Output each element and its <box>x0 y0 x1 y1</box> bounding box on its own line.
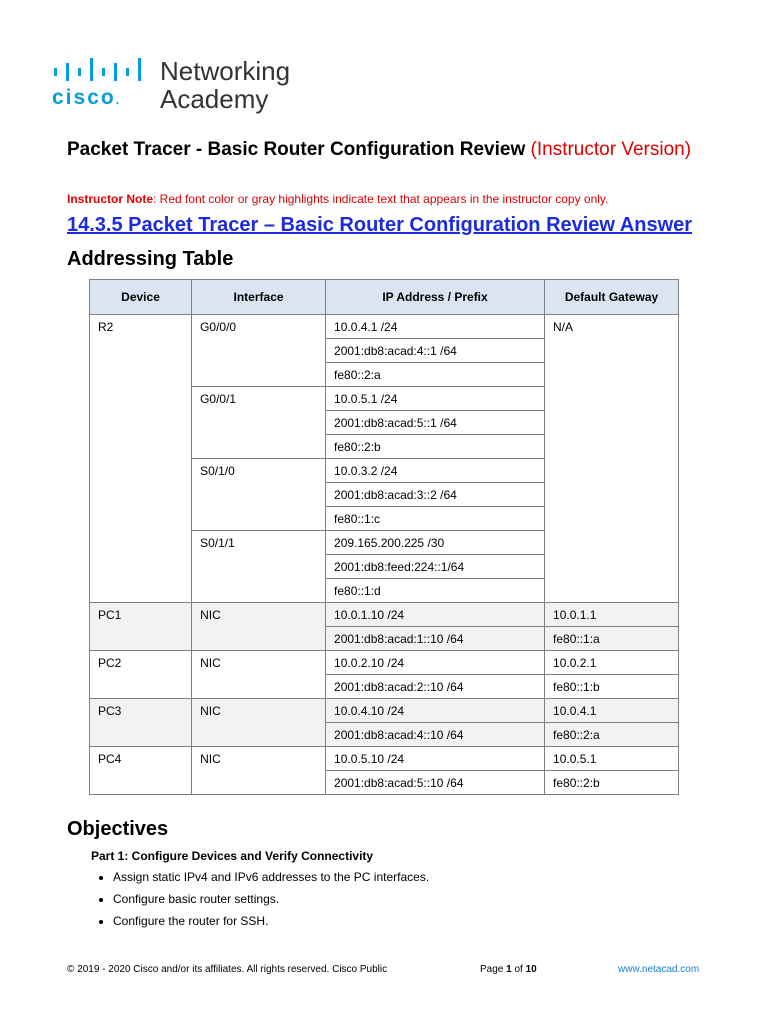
header-ip-address: IP Address / Prefix <box>326 280 545 315</box>
objectives-heading: Objectives <box>67 818 169 840</box>
cell-ip: 2001:db8:acad:5::10 /64 <box>326 771 545 795</box>
instructor-note <box>67 192 608 206</box>
footer-copyright: © 2019 - 2020 Cisco and/or its affiliates. All rights reserved. Cisco Public <box>67 964 388 975</box>
table-row <box>90 603 679 627</box>
cell-gateway: fe80::1:b <box>545 675 679 699</box>
document-title <box>67 138 707 162</box>
addressing-table-heading: Addressing Table <box>67 248 234 270</box>
objectives-part1: Part 1: Configure Devices and Verify Connectivity <box>91 849 374 863</box>
cell-gateway: 10.0.2.1 <box>545 651 679 675</box>
cisco-wordmark: cisco. <box>52 86 122 109</box>
cell-device: R2 <box>90 315 192 603</box>
logo-networking: Networking <box>160 56 291 86</box>
cisco-networking-academy-logo <box>52 58 312 118</box>
cell-gateway: fe80::2:a <box>545 723 679 747</box>
cell-ip: fe80::2:b <box>326 435 545 459</box>
cell-device: PC2 <box>90 651 192 699</box>
title-main: Packet Tracer - Basic Router Configuration Review <box>67 139 526 160</box>
cell-ip: 10.0.5.10 /24 <box>326 747 545 771</box>
instructor-note-text: : Red font color or gray highlights indicate text that appears in the instructor copy only. <box>153 192 609 206</box>
list-item: • Configure basic router settings. <box>113 888 673 910</box>
cell-gateway: 10.0.5.1 <box>545 747 679 771</box>
cell-interface: NIC <box>192 699 326 747</box>
cell-ip: 2001:db8:acad:2::10 /64 <box>326 675 545 699</box>
objectives-list <box>91 866 673 932</box>
cell-interface: NIC <box>192 747 326 795</box>
cell-interface: G0/0/0 <box>192 315 326 387</box>
table-row <box>90 747 679 771</box>
cell-interface: S0/1/1 <box>192 531 326 603</box>
cell-ip: fe80::1:c <box>326 507 545 531</box>
title-instructor-version: (Instructor Version) <box>530 139 692 160</box>
cell-device: PC1 <box>90 603 192 651</box>
cell-ip: 10.0.4.1 /24 <box>326 315 545 339</box>
cell-interface: NIC <box>192 603 326 651</box>
list-item: • Configure the router for SSH. <box>113 910 673 932</box>
list-item: • Assign static IPv4 and IPv6 addresses to the PC interfaces. <box>113 866 673 888</box>
footer-website-link[interactable]: www.netacad.com <box>618 964 700 975</box>
instructor-note-label: Instructor Note <box>67 192 154 206</box>
cell-gateway: fe80::2:b <box>545 771 679 795</box>
header-interface: Interface <box>192 280 326 315</box>
table-row <box>90 651 679 675</box>
header-default-gateway: Default Gateway <box>545 280 679 315</box>
answer-link[interactable]: 14.3.5 Packet Tracer – Basic Router Configuration Review Answer <box>67 214 693 236</box>
cell-ip: 2001:db8:acad:4::10 /64 <box>326 723 545 747</box>
cell-gateway: 10.0.4.1 <box>545 699 679 723</box>
cell-ip: 10.0.5.1 /24 <box>326 387 545 411</box>
cell-device: PC4 <box>90 747 192 795</box>
table-header-row <box>90 280 679 315</box>
cisco-bars-icon <box>52 58 156 82</box>
page-total: 10 <box>525 964 537 975</box>
cell-gateway: fe80::1:a <box>545 627 679 651</box>
cell-ip: 2001:db8:acad:4::1 /64 <box>326 339 545 363</box>
page-current: 1 <box>506 964 512 975</box>
cell-interface: G0/0/1 <box>192 387 326 459</box>
cell-ip: 209.165.200.225 /30 <box>326 531 545 555</box>
footer-page-number <box>480 964 537 975</box>
cell-ip: 2001:db8:feed:224::1/64 <box>326 555 545 579</box>
cell-ip: fe80::1:d <box>326 579 545 603</box>
cell-ip: 10.0.1.10 /24 <box>326 603 545 627</box>
cell-device: PC3 <box>90 699 192 747</box>
cell-ip: fe80::2:a <box>326 363 545 387</box>
table-row <box>90 315 679 339</box>
cell-ip: 10.0.2.10 /24 <box>326 651 545 675</box>
page-prefix: Page <box>480 964 504 975</box>
table-row <box>90 699 679 723</box>
cell-ip: 10.0.4.10 /24 <box>326 699 545 723</box>
cell-interface: S0/1/0 <box>192 459 326 531</box>
logo-academy: Academy <box>160 84 269 114</box>
cell-interface: NIC <box>192 651 326 699</box>
cell-ip: 10.0.3.2 /24 <box>326 459 545 483</box>
addressing-table <box>89 279 679 795</box>
cell-ip: 2001:db8:acad:3::2 /64 <box>326 483 545 507</box>
cell-ip: 2001:db8:acad:5::1 /64 <box>326 411 545 435</box>
cell-gateway: 10.0.1.1 <box>545 603 679 627</box>
cell-gateway: N/A <box>545 315 679 603</box>
cell-ip: 2001:db8:acad:1::10 /64 <box>326 627 545 651</box>
header-device: Device <box>90 280 192 315</box>
page-of: of <box>514 964 523 975</box>
